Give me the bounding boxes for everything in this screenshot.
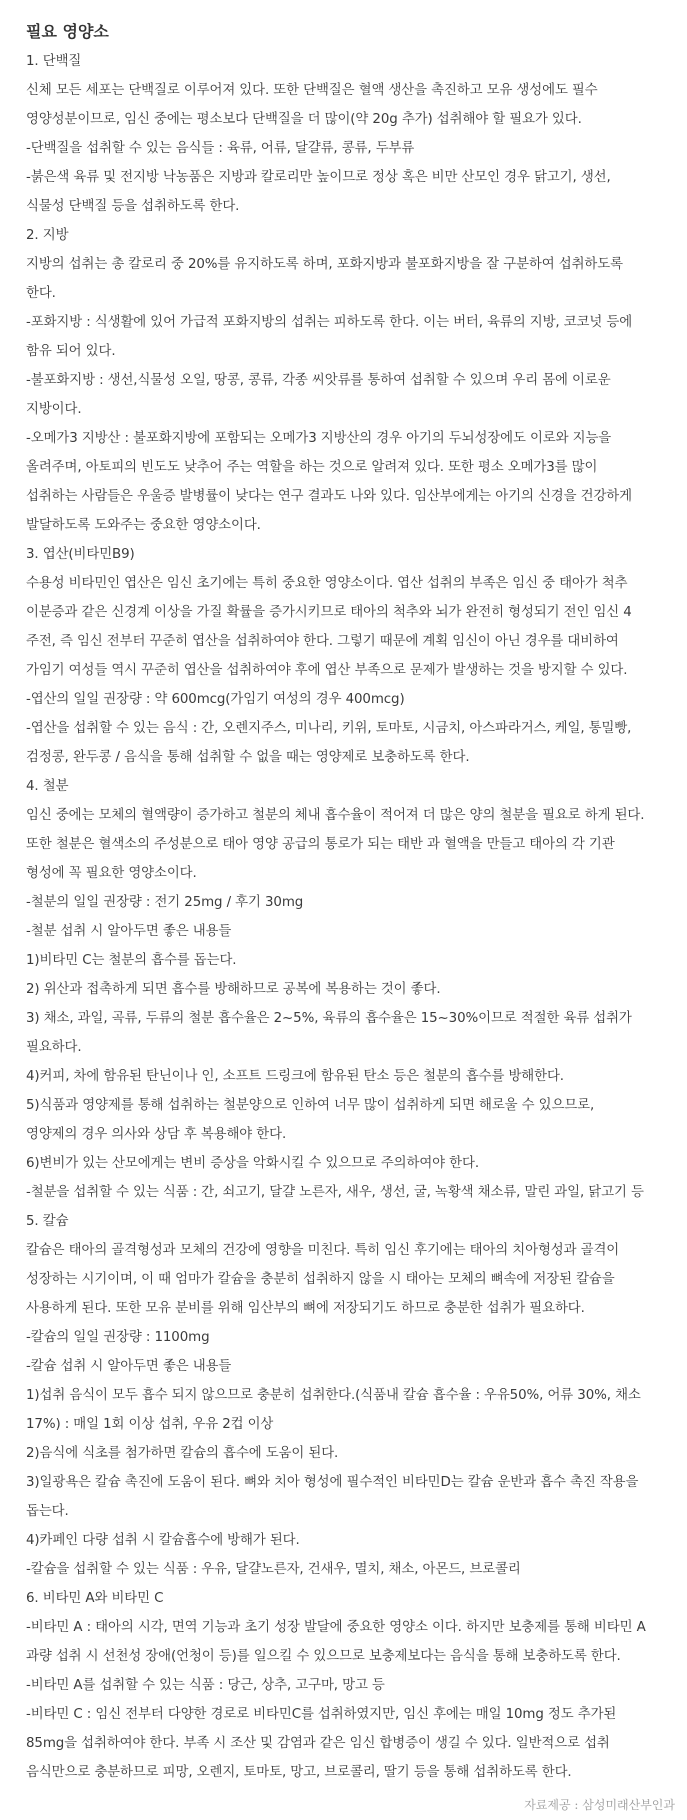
text-line: 4)카페인 다량 섭취 시 칼슘흡수에 방해가 된다. [26, 1533, 300, 1548]
text-line: -칼슘의 일일 권장량 : 1100mg [26, 1330, 210, 1345]
text-line: -엽산의 일일 권장량 : 약 600mcg(가임기 여성의 경우 400mcg) [26, 692, 405, 707]
text-line: 1)섭취 음식이 모두 흡수 되지 않으므로 충분히 섭취한다.(식품내 칼슘 흡수율 : 우유50%, 어류 30%, 채소 [26, 1388, 641, 1403]
text-line: -불포화지방 : 생선,식물성 오일, 땅콩, 콩류, 각종 씨앗류를 통하여 섭취할 수 있으며 우리 몸에 이로운 [26, 373, 611, 388]
text-line: 2) 위산과 접촉하게 되면 흡수를 방해하므로 공복에 복용하는 것이 좋다. [26, 982, 441, 997]
text-line: 주전, 즉 임신 전부터 꾸준히 엽산을 섭취하여야 한다. 그렇기 때문에 계획 임신이 아닌 경우를 대비하여 [26, 634, 619, 649]
text-line: 1. 단백질 [26, 54, 82, 69]
text-line: -철분 섭취 시 알아두면 좋은 내용들 [26, 924, 232, 939]
text-line: 2)음식에 식초를 첨가하면 칼슘의 흡수에 도움이 된다. [26, 1446, 339, 1461]
text-line: 섭취하는 사람들은 우울증 발병률이 낮다는 연구 결과도 나와 있다. 임산부에게는 아기의 신경을 건강하게 [26, 489, 632, 504]
text-line: -비타민 C : 임신 전부터 다양한 경로로 비타민C를 섭취하였지만, 임신 후에는 매일 10mg 정도 추가된 [26, 1707, 617, 1722]
text-line: 3)일광욕은 칼슘 촉진에 도움이 된다. 뼈와 치아 형성에 필수적인 비타민D는 칼슘 운반과 흡수 촉진 작용을 [26, 1475, 639, 1490]
text-line: 5)식품과 영양제를 통해 섭취하는 철분양으로 인하여 너무 많이 섭취하게 되면 해로울 수 있으므로, [26, 1098, 595, 1113]
text-line: 필요하다. [26, 1040, 82, 1055]
text-line: 2. 지방 [26, 228, 69, 243]
text-line: 칼슘은 태아의 골격형성과 모체의 건강에 영향을 미친다. 특히 임신 후기에는 태아의 치아형성과 골격이 [26, 1243, 620, 1258]
text-line: 영양제의 경우 의사와 상담 후 복용해야 한다. [26, 1127, 287, 1142]
text-line: -칼슘을 섭취할 수 있는 식품 : 우유, 달걀노른자, 건새우, 멸치, 채소, 아몬드, 브로콜리 [26, 1562, 521, 1577]
text-line: 발달하도록 도와주는 중요한 영양소이다. [26, 518, 261, 533]
source-credit: 자료제공 : 삼성미래산부인과 [524, 1798, 675, 1812]
text-line: 이분증과 같은 신경계 이상을 가질 확률을 증가시키므로 태아의 척추와 뇌가 완전히 형성되기 전인 임신 4 [26, 605, 632, 620]
text-line: 1)비타민 C는 철분의 흡수를 돕는다. [26, 953, 237, 968]
text-line: 또한 철분은 혈색소의 주성분으로 태아 영양 공급의 통로가 되는 태반 과 혈액을 만들고 태아의 각 기관 [26, 837, 615, 852]
text-line: 85mg을 섭취하여야 한다. 부족 시 조산 및 감염과 같은 임신 합병증이 생길 수 있다. 일반적으로 섭취 [26, 1736, 610, 1751]
text-line: 4. 철분 [26, 779, 69, 794]
text-line: 올려주며, 아토피의 빈도도 낮추어 주는 역할을 하는 것으로 알려져 있다. 또한 평소 오메가3를 많이 [26, 460, 598, 475]
text-line: 지방의 섭취는 총 칼로리 중 20%를 유지하도록 하며, 포화지방과 불포화지방을 잘 구분하여 섭취하도록 [26, 257, 623, 272]
text-line: 음식만으로 충분하므로 피망, 오렌지, 토마토, 망고, 브로콜리, 딸기 등을 통해 섭취하도록 한다. [26, 1765, 572, 1780]
text-line: -철분의 일일 권장량 : 전기 25mg / 후기 30mg [26, 895, 304, 910]
text-line: -붉은색 육류 및 전지방 낙농품은 지방과 칼로리만 높이므로 정상 혹은 비만 산모인 경우 닭고기, 생선, [26, 170, 611, 185]
text-line: 6. 비타민 A와 비타민 C [26, 1591, 164, 1606]
text-line: 검정콩, 완두콩 / 음식을 통해 섭취할 수 없을 때는 영양제로 보충하도록 한다. [26, 750, 470, 765]
text-line: 신체 모든 세포는 단백질로 이루어져 있다. 또한 단백질은 혈액 생산을 촉진하고 모유 생성에도 필수 [26, 83, 598, 98]
text-line: 성장하는 시기이며, 이 때 엄마가 칼슘을 충분히 섭취하지 않을 시 태아는 모체의 뼈속에 저장된 칼슘을 [26, 1272, 615, 1287]
text-line: -오메가3 지방산 : 불포화지방에 포함되는 오메가3 지방산의 경우 아기의 두뇌성장에도 이로와 지능을 [26, 431, 612, 446]
text-line: 17%) : 매일 1회 이상 섭취, 우유 2컵 이상 [26, 1417, 274, 1432]
text-line: 6)변비가 있는 산모에게는 변비 증상을 악화시킬 수 있으므로 주의하여야 한다. [26, 1156, 480, 1171]
text-line: 함유 되어 있다. [26, 344, 116, 359]
text-line: 3. 엽산(비타민B9) [26, 547, 135, 562]
text-line: 가임기 여성들 역시 꾸준히 엽산을 섭취하여야 후에 엽산 부족으로 문제가 발생하는 것을 방지할 수 있다. [26, 663, 628, 678]
page-title: 필요 영양소 [26, 22, 109, 41]
text-line: 지방이다. [26, 402, 82, 417]
text-line: -비타민 A를 섭취할 수 있는 식품 : 당근, 상추, 고구마, 망고 등 [26, 1678, 385, 1693]
text-line: -철분을 섭취할 수 있는 식품 : 간, 쇠고기, 달걀 노른자, 새우, 생선, 굴, 녹황색 채소류, 말린 과일, 닭고기 등 [26, 1185, 644, 1200]
text-line: -단백질을 섭취할 수 있는 음식들 : 육류, 어류, 달걀류, 콩류, 두부류 [26, 141, 415, 156]
text-line: -칼슘 섭취 시 알아두면 좋은 내용들 [26, 1359, 232, 1374]
text-line: 수용성 비타민인 엽산은 임신 초기에는 특히 중요한 영양소이다. 엽산 섭취의 부족은 임신 중 태아가 척추 [26, 576, 628, 591]
text-line: 한다. [26, 286, 56, 301]
text-line: 임신 중에는 모체의 혈액량이 증가하고 철분의 체내 흡수율이 적어져 더 많은 양의 철분을 필요로 하게 된다. [26, 808, 645, 823]
text-line: 4)커피, 차에 함유된 탄닌이나 인, 소프트 드링크에 함유된 탄소 등은 철분의 흡수를 방해한다. [26, 1069, 564, 1084]
text-line: 3) 채소, 과일, 곡류, 두류의 철분 흡수율은 2~5%, 육류의 흡수율은 15~30%이므로 적절한 육류 섭취가 [26, 1011, 632, 1026]
text-line: 돕는다. [26, 1504, 69, 1519]
text-line: 5. 칼슘 [26, 1214, 69, 1229]
text-line: 형성에 꼭 필요한 영양소이다. [26, 866, 197, 881]
text-line: 과량 섭취 시 선천성 장애(언청이 등)를 일으킬 수 있으므로 보충제보다는 음식을 통해 보충하도록 한다. [26, 1649, 621, 1664]
text-line: -비타민 A : 태아의 시각, 면역 기능과 초기 성장 발달에 중요한 영양소 이다. 하지만 보충제를 통해 비타민 A [26, 1620, 646, 1635]
text-line: 식물성 단백질 등을 섭취하도록 한다. [26, 199, 240, 214]
text-line: 사용하게 된다. 또한 모유 분비를 위해 임산부의 뼈에 저장되기도 하므로 충분한 섭취가 필요하다. [26, 1301, 585, 1316]
text-line: -엽산을 섭취할 수 있는 음식 : 간, 오렌지주스, 미나리, 키위, 토마토, 시금치, 아스파라거스, 케일, 통밀빵, [26, 721, 632, 736]
text-line: -포화지방 : 식생활에 있어 가급적 포화지방의 섭취는 피하도록 한다. 이는 버터, 육류의 지방, 코코넛 등에 [26, 315, 633, 330]
text-line: 영양성분이므로, 임신 중에는 평소보다 단백질을 더 많이(약 20g 추가) 섭취해야 할 필요가 있다. [26, 112, 582, 127]
